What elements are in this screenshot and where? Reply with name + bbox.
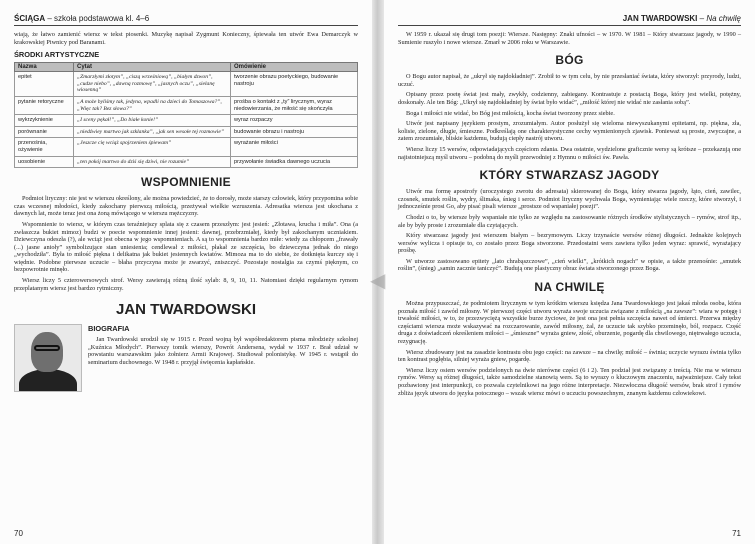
table-row — [15, 72, 358, 97]
left-page — [0, 0, 372, 544]
wspomnienie-paragraph-2: Wspomnienie to wiersz, w którym czas teraźniejszy splata się z czasem przeszłym: jest jesień: „Złotawa, krucha i miła”. Ona (a zwłaszcza bukiet mimoz) budzi w poecie wspomnienie innej jesieni: dawnej, przebrzmiałej, kiedy był zakochanym uczniakiem. Dziewczyna odeszła (?), ale wciąż jest obecna w jego wspomnieniach. A są to wspomnienia bardzo miłe: wtedy za chłopcem „frawały (...) jasne anioły” symbolizujące stan uniesienia; cendlewał z miłości, płakał ze szczęścia, bo dziewczyna jednak do niego „wychodziła”. Była to miłość piękna i delikatna jak bukiet jesiennych kwiatów. Mimoza ma to do siebie, że dotknięta kurczy się i więdnie. Podobne pierwsze uczucie – błaha przyczyna może je zwarzyć, zniszczyć. Pozostaje nostalgia za czymś pięknym, co bezpowrotnie minęło. — [14, 220, 358, 274]
table-cell-quote: „I sceny pękał!”, „Do białe konie!” — [74, 115, 231, 127]
table-header-description: Omówienie — [231, 63, 358, 72]
bog-paragraph-1: O Bogu autor napisał, że „ukrył się najdokładniej”. Zrobił to w tym celu, by nie przesłaniać świata, który stworzył: przyrody, ludzi, uczuć. — [398, 73, 741, 88]
table-header-quote: Cytat — [74, 63, 231, 72]
section-title-wspomnienie: WSPOMNIENIE — [141, 175, 231, 190]
table-header-name: Nazwa — [15, 63, 74, 72]
glasses-icon — [34, 345, 60, 351]
watermark-arrow-icon: ◀ — [370, 270, 386, 292]
artistic-means-table — [14, 62, 358, 168]
bog-paragraph-3: Boga i miłości nie widać, bo Bóg jest miłością, kocha świat tworzony przez siebie. — [406, 109, 615, 117]
biography-paragraph: Jan Twardowski urodził się w 1915 r. Przed wojną był współredaktorem pisma młodzieży szkolnej „Kuźnica Młodych”. Pierwszy tomik wierszy, Powrót Andersena, wydał w 1937 r. Brał udział w powstaniu warszawskim jako żołnierz Armii Krajowej. Studiował polonistykę. W 1945 r. wstąpił do seminarium duchownego. W 1948 r. przyjął święcenia kapłańskie. — [88, 336, 358, 367]
table-header-row — [15, 63, 358, 72]
na-chwile-paragraph-1: Można przypuszczać, że podmiotem lirycznym w tym krótkim wierszu księdza Jana Twardowskiego jest jakaś młoda osoba, która poznała miłość i zawód miłosny. W pierwszej części utworu wyraża swoje uczucia związane z miłością „na zawsze”: wiara w potęgę i trwałość miłości, w to, że przezwyciężą wszystkie burze życiowe, że jest ona jest pełnia szczęścia nawet od śmierci. Przerwa między częściami wiersza może wskazywać na rozczarowanie, zawód miłosny, żal, że uczucie tak szybko przeminęło, ból, rozpacz. Część druga z doświadczeń określeniem miłości – „śmieszne” wyraża gniew, złość, oburzenie, pogardę dla chwilowego, niętrwałego uczucia, rezygnację. — [398, 300, 741, 346]
jagody-paragraph-2: Chodzi o to, by wiersze były wspaniałe nie tylko ze względu na zastosowanie różnych środków stylistycznych – rymów, strof itp., ale by były proste i zrozumiałe dla czytających. — [398, 213, 741, 229]
left-header-title: ŚCIĄGA — [14, 14, 46, 23]
right-header-subtitle: Na chwilę — [706, 14, 741, 23]
table-cell-name: wykrzyknienie — [15, 115, 74, 127]
left-running-header — [14, 14, 358, 26]
bog-paragraph-2: Opisany przez poetę świat jest mały, zwykły, codzienny, zabiegany. Kontrastuje z postacią Boga, który jest wielki, potężny, doskonały. Ale ten Bóg: „Ukrył się najdokładniej by świat było widać”, „miłość której nie widać nie zasłania sobą”. — [398, 91, 741, 106]
table-cell-quote: „niedźwiey martwo jak szklanka”, „jak sen wesołe tej rozmowie” — [74, 126, 231, 138]
table-cell-name: porównanie — [15, 126, 74, 138]
wspomnienie-paragraph-3: Wiersz liczy 5 czterowersowych strof. Wersy zawierają różną ilość sylab: 8, 9, 10, 11. Natomiast dzięki regularnym rymom przeplatanym wiersz jest bardzo rytmiczny. — [14, 277, 358, 292]
right-intro-paragraph: W 1959 r. ukazał się drugi tom poezji: Wiersze. Następny: Znaki ufności – w 1970. W 1981 – Który stwarzasz jagody, w 1990 – Sumienie ruszyło i nowe wiersze. Zmarł w 2006 roku w Warszawie. — [398, 31, 741, 46]
right-running-header — [398, 14, 741, 26]
table-row — [15, 138, 358, 156]
jagody-paragraph-4: W utworze zastosowano epitety „lato chrabąszczowe”, „cień wielki”, „krótkich nogach” w opisie, a także przenośnie: „smutek roślin”, (śnieg) „samin zacznie taniczyć”. Budują one plastyczny obraz świata stworzonego przez Boga. — [398, 257, 741, 273]
na-chwile-paragraph-2: Wiersz zbudowany jest na zasadzie kontrastu obu jego części: na zawsze – na chwilę; miłość – świnia; uczycie wyrazu świnia tylko ten kontrast pogłębia, silniej wyraża gniew, pogardę. — [398, 348, 741, 364]
table-cell-description: przywołanie świadka dawnego uczucia — [231, 156, 358, 168]
wspomnienie-paragraph-1: Podmiot liryczny: nie jest w wierszu określony, ale można powiedzieć, że to dorosły, może starszy człowiek, który przypomina sobie czas wczesnej młodości, kiedy zakochany pierwszą miłością, przeżywał wielkie wzruszenia. Adresatka wiersza jest ukochana z dawnych lat, może teraz jest ona żoną mówiącego w wierszu mężczyzny. — [14, 195, 358, 218]
table-cell-name: uosobienie — [15, 156, 74, 168]
jagody-paragraph-3: Który stwarzasz jagody jest wierszem białym – bezrymowym. Liczy trzynaście wersów różnej długości. Jednakże kolejnych wersów wylicza i opisuje to, co zostało przez Boga stworzone. Przedostatni wers zawiera tylko jeden wyraz: sprawić, wyrażający prośbę. — [398, 232, 741, 255]
table-title: ŚRODKI ARTYSTYCZNE — [14, 50, 100, 60]
table-row — [15, 156, 358, 168]
table-cell-quote: „ten pokój martwo do dziś się dziwi, nie rozumie” — [74, 156, 231, 168]
table-cell-quote: „Zmarzłymi złotym”, „ciszą wrześniową”, „białym dzwon”, „cudze niebo”, „dawną rozmowę”, „jasnych oczu”, „sielanę wiosenną” — [74, 72, 231, 97]
left-header-separator: – — [45, 14, 55, 23]
table-row — [15, 115, 358, 127]
table-cell-description: budowanie obrazu i nastroju — [231, 126, 358, 138]
jagody-paragraph-1: Utwór ma formę apostrofy (uroczystego zwrotu do adresata) skierowanej do Boga, który stwarza jagody, łąto, cień, zawilec, czosnek, smutek roślin, wydry, ślimaka, śnieg i serce. Podmiot liryczny wychwala Boga, wymieniając wiele rzeczy, które stworzył, i jednocześnie prosi Go, aby pisać pisali wiersze „prostsze od wspaniałej poezji”. — [398, 188, 741, 211]
right-page-number: 71 — [732, 529, 741, 538]
author-portrait-photo — [14, 324, 82, 392]
right-header-title: JAN TWARDOWSKI — [622, 14, 698, 23]
biography-text-column — [88, 324, 358, 392]
right-header-separator: – — [697, 14, 707, 23]
author-title: JAN TWARDOWSKI — [116, 301, 256, 319]
left-header-subtitle: szkoła podstawowa kl. 4–6 — [54, 14, 150, 23]
bog-paragraph-4: Utwór jest napisany językiem prostym, zrozumiałym. Autor posłużył się wieloma niewyszukanymi epitetami, np. piękna, zła, kolisie, zielone, długie, śmieszne. Podkreślają one charakterystyczne cechy wymienionych zjawisk. Ponieważ są proste, zwyczajne, a zatem zrozumiałe, bliskie każdemu, budują ciepły nastrój utworu. — [398, 120, 741, 143]
right-page — [384, 0, 755, 544]
table-cell-name: epitet — [15, 72, 74, 97]
section-title-na-chwile: NA CHWILĘ — [534, 280, 605, 295]
table-row — [15, 126, 358, 138]
table-cell-quote: „Jeszcze cię wciąż spojrzeniem śpiewam” — [74, 138, 231, 156]
table-cell-name: pytanie retoryczne — [15, 96, 74, 114]
table-cell-description: wyraz rozpaczy — [231, 115, 358, 127]
table-cell-name: przenośnia, ożywienie — [15, 138, 74, 156]
left-page-number: 70 — [14, 529, 23, 538]
biography-block — [14, 324, 358, 392]
section-title-ktory-stwarzasz-jagody: KTÓRY STWARZASZ JAGODY — [479, 168, 660, 183]
table-cell-quote: „A może byliśmy tak, jedyna, wpadli na dzieci do Tomaszowa?”, „Więc tak? Bez słowa?” — [74, 96, 231, 114]
table-cell-description: wyrażanie miłości — [231, 138, 358, 156]
table-cell-description: prośba o kontakt z „ty” lirycznym, wyraz niedowierzania, że miłość się skończyła — [231, 96, 358, 114]
left-intro-paragraph: wiają, że łatwo zamienić wiersz w tekst piosenki. Muzykę napisał Zygmunt Konieczny, śpiewała ten utwór Ewa Demarczyk w krakowskiej Piwnicy pod Baranami. — [14, 31, 358, 46]
biography-title: BIOGRAFIA — [88, 324, 130, 334]
table-row — [15, 96, 358, 114]
na-chwile-paragraph-3: Wiersz liczy osiem wersów podzielonych na dwie nierówne części (6 i 2). Ten podział jest związany z treścią. Nie ma w wierszu rymów. Wersy są różnej długości, także samodzielne stanowią wers. Są to wyrazy o kluczowym znaczeniu, najważniejsze. Cały tekst pozbawiony jest interpunkcji, co pozwala czytelnikowi na jego różne interpretacje. Niezwłoczna długość wersów, brak strof i rymów zbliża język utworu do języka potocznego – wszak wiersz mówi o uczuciu powszechnym, znanym każdemu człowiekowi. — [398, 366, 741, 397]
table-cell-description: tworzenie obrazu poetyckiego, budowanie nastroju — [231, 72, 358, 97]
section-title-bog: BÓG — [555, 53, 584, 68]
bog-paragraph-5: Wiersz liczy 15 wersów, odpowiadających częściom zdania. Dwa ostatnie, wydzielone graficznie wersy są krótsze – przekazują one najistotniejszą myśl utworu – podobną do myśli przewodniej z Hymnu o miłości św. Pawła. — [398, 145, 741, 161]
